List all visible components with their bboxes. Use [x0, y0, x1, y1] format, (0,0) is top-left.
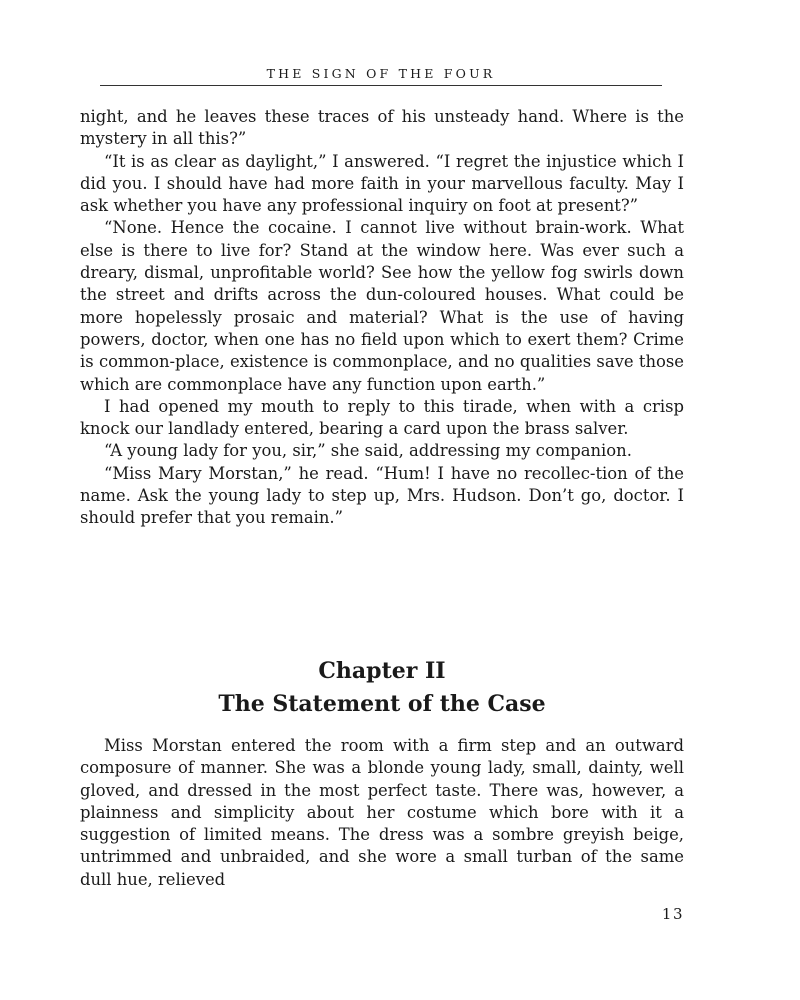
paragraph: “Miss Mary Morstan,” he read. “Hum! I have no recollec-tion of the name. Ask the young lady to step up, Mrs. Hudson. Don’t go, doctor. I should prefer that you remain.”	[80, 463, 684, 528]
paragraph: “A young lady for you, sir,” she said, addressing my companion.	[104, 441, 632, 461]
paragraph: I had opened my mouth to reply to this tirade, when with a crisp knock our landlady entered, bearing a card upon the brass salver.	[80, 396, 684, 439]
text-after-chapter	[80, 735, 684, 891]
text-before-chapter	[80, 106, 684, 530]
chapter-title: The Statement of the Case	[218, 691, 546, 717]
running-head: THE SIGN OF THE FOUR	[100, 66, 662, 86]
paragraph: “None. Hence the cocaine. I cannot live without brain-work. What else is there to live for? Stand at the window here. Was ever such a dreary, dismal, unprofitable world? See how the yellow fog swirls down the street and drifts across the dun-coloured houses. What could be more hopelessly prosaic and material? What is the use of having powers, doctor, when one has no field upon which to exert them? Crime is common-place, existence is commonplace, and no qualities save those which are commonplace have any function upon earth.”	[80, 218, 684, 394]
paragraph: “It is as clear as daylight,” I answered. “I regret the injustice which I did you. I should have had more faith in your marvellous faculty. May I ask whether you have any professional inquiry on foot at present?”	[80, 151, 684, 216]
paragraph: night, and he leaves these traces of his unsteady hand. Where is the mystery in all this?”	[80, 107, 684, 149]
chapter-number: Chapter II	[318, 658, 446, 684]
page-number: 13	[661, 905, 684, 923]
paragraph: Miss Morstan entered the room with a firm step and an outward composure of manner. She was a blonde young lady, small, dainty, well gloved, and dressed in the most perfect taste. There was, however, a plainness and simplicity about her costume which bore with it a suggestion of limited means. The dress was a sombre greyish beige, untrimmed and unbraided, and she wore a small turban of the same dull hue, relieved	[80, 736, 684, 889]
